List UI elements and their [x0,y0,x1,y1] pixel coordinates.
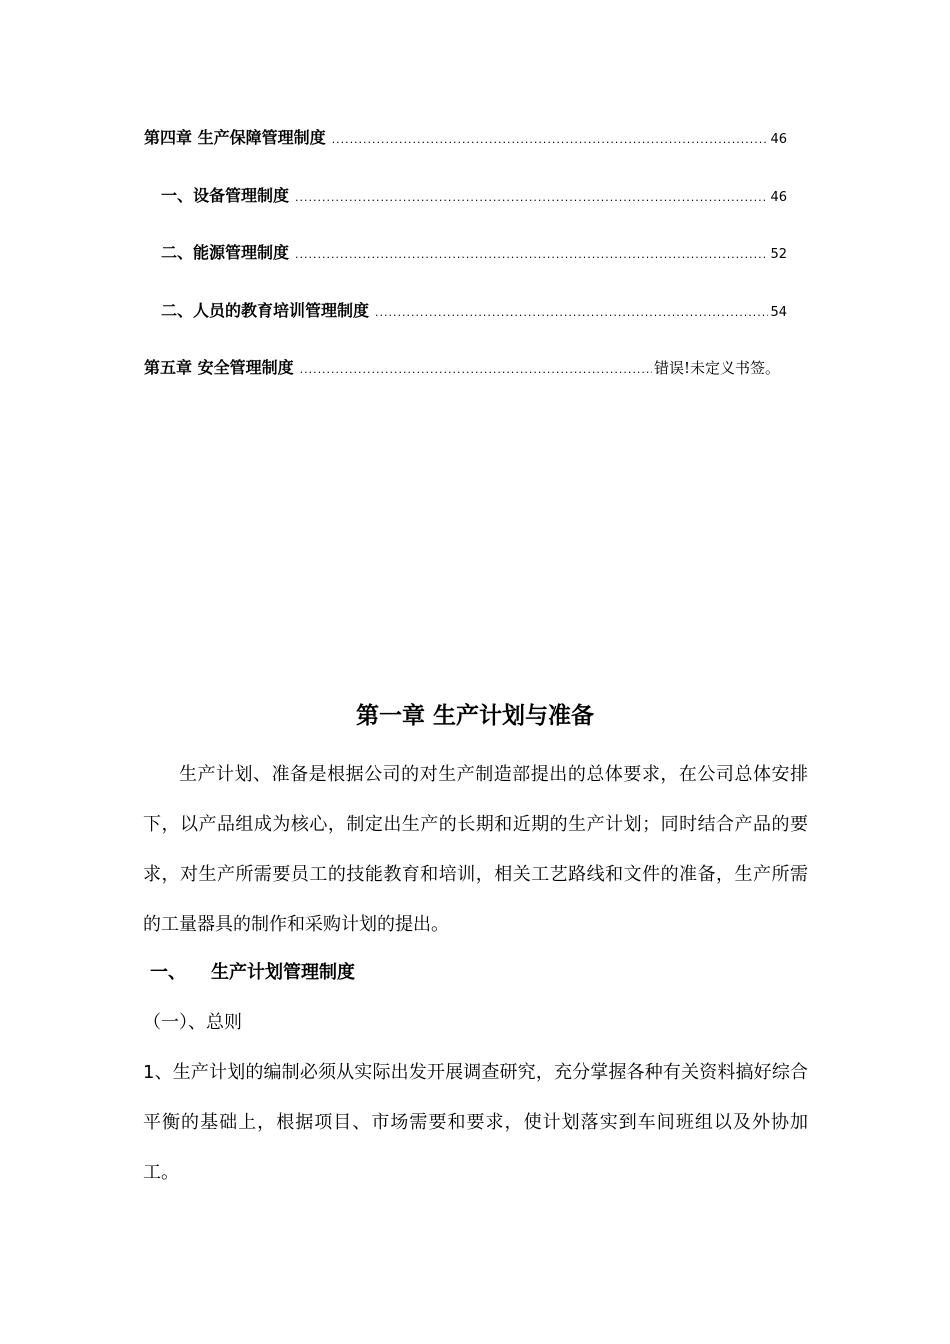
toc-entry-title: 一、设备管理制度 [161,186,290,205]
toc-entry[interactable] [144,358,780,378]
toc-entry-page-error: 错误!未定义书签。 [653,359,780,377]
toc-dot-leader [295,188,768,208]
toc-entry-page: 54 [770,305,787,320]
toc-dot-leader [300,360,652,380]
toc-entry-title: 第四章 生产保障管理制度 [144,128,326,147]
toc-entry[interactable] [144,128,787,148]
subsection-heading: （一）、总则 [143,1012,242,1033]
toc-entry[interactable] [161,301,787,321]
clause-paragraph: 1、生产计划的编制必须从实际出发开展调查研究，充分掌握各种有关资料搞好综合平衡的基础上，根据项目、市场需要和要求，使计划落实到车间班组以及外协加工。 [143,1062,808,1183]
toc-entry-title: 第五章 安全管理制度 [144,358,294,377]
toc-entry-page: 46 [770,190,787,205]
toc-dot-leader [295,245,768,265]
chapter-title: 第一章 生产计划与准备 [355,703,594,729]
toc-entry-title: 二、人员的教育培训管理制度 [161,301,370,320]
toc-dot-leader [332,130,769,150]
chapter-intro-paragraph: 生产计划、准备是根据公司的对生产制造部提出的总体要求，在公司总体安排下，以产品组成为核心，制定出生产的长期和近期的生产计划；同时结合产品的要求，对生产所需要员工的技能教育和培训，相关工艺路线和文件的准备，生产所需的工量器具的制作和采购计划的提出。 [143,764,808,935]
toc-entry[interactable] [161,186,787,206]
toc-entry-title: 二、能源管理制度 [161,243,290,262]
toc-entry-page: 52 [770,247,787,262]
toc-dot-leader [375,303,768,323]
toc-entry[interactable] [161,243,787,263]
section-title: 生产计划管理制度 [211,962,355,983]
section-number: 一、 [150,962,186,983]
section-heading [150,958,355,988]
toc-entry-page: 46 [770,132,787,147]
